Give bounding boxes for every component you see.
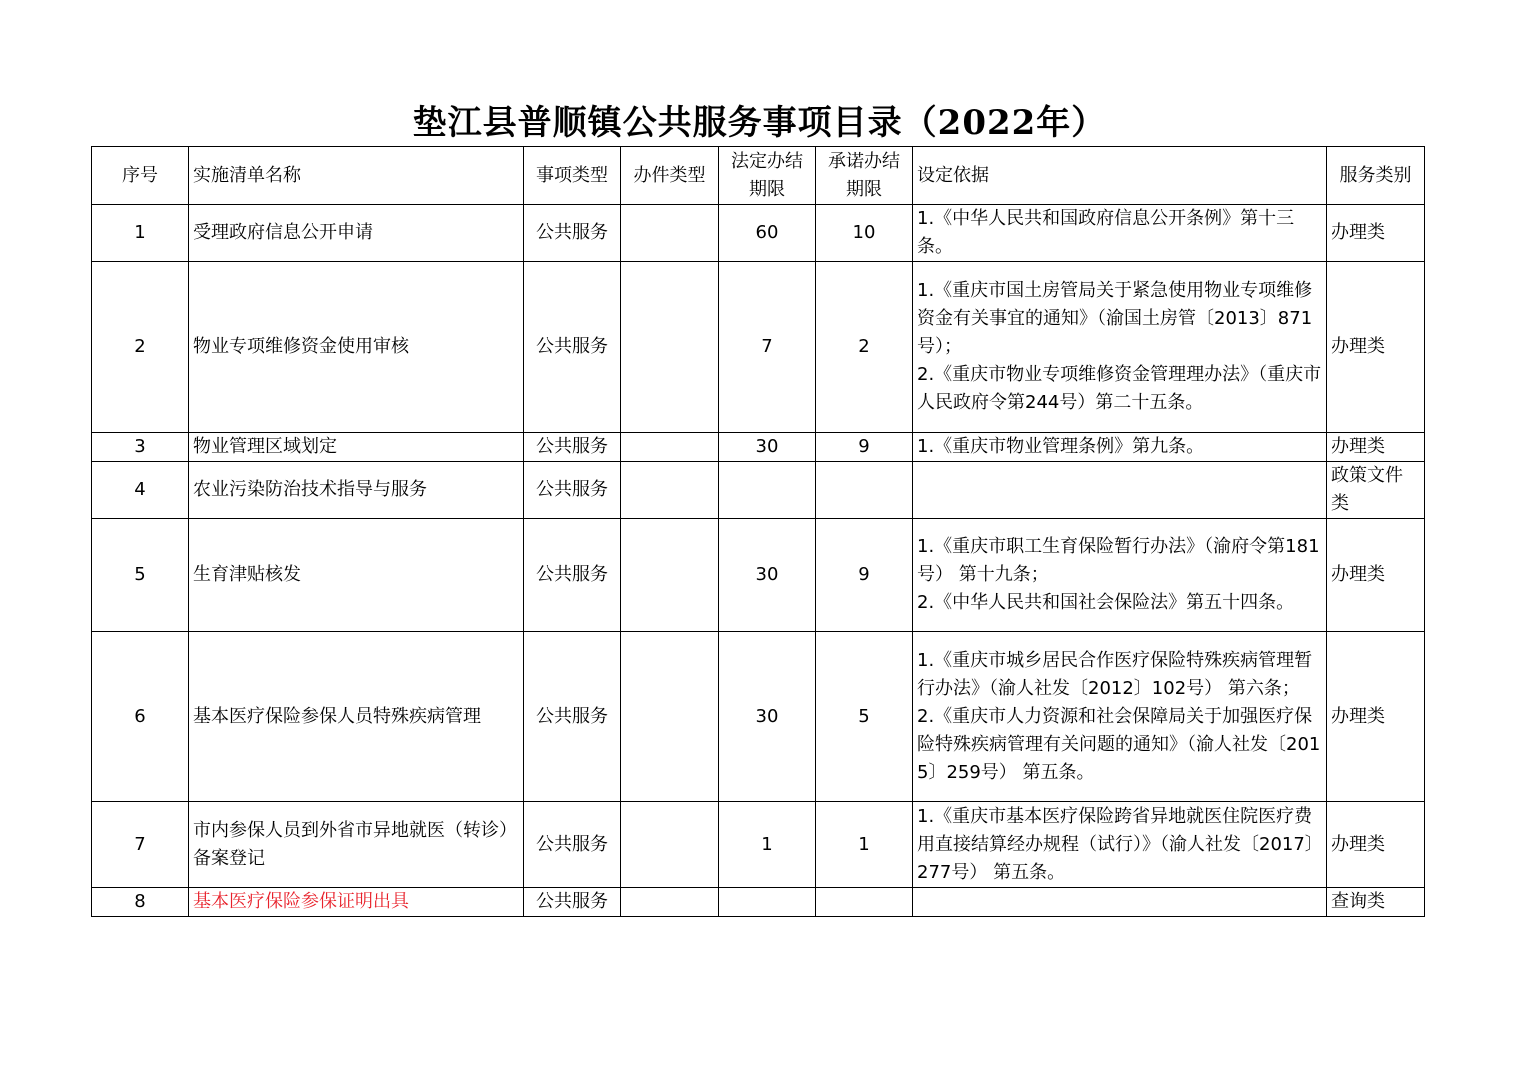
table-row <box>92 205 1425 262</box>
cell-basis: 1.《重庆市城乡居民合作医疗保险特殊疾病管理暂行办法》（渝人社发〔2012〕102号） 第六条； 2.《重庆市人力资源和社会保障局关于加强医疗保险特殊疾病管理有关问题的通知》（渝人社发〔2015〕259号） 第五条。 <box>913 632 1327 802</box>
cell-item-type: 公共服务 <box>524 519 621 632</box>
cell-no: 1 <box>92 205 189 262</box>
cell-legal-limit: 60 <box>719 205 816 262</box>
cell-handle-type <box>621 205 719 262</box>
cell-legal-limit: 30 <box>719 433 816 462</box>
cell-basis: 1.《重庆市物业管理条例》第九条。 <box>913 433 1327 462</box>
cell-handle-type <box>621 462 719 519</box>
cell-name: 农业污染防治技术指导与服务 <box>189 462 524 519</box>
table-row <box>92 632 1425 802</box>
cell-basis: 1.《重庆市职工生育保险暂行办法》（渝府令第181号） 第十九条； 2.《中华人民共和国社会保险法》第五十四条。 <box>913 519 1327 632</box>
cell-name: 受理政府信息公开申请 <box>189 205 524 262</box>
cell-item-type: 公共服务 <box>524 205 621 262</box>
cell-service-category: 办理类 <box>1327 802 1425 888</box>
cell-legal-limit: 7 <box>719 262 816 433</box>
cell-name: 基本医疗保险参保证明出具 <box>189 888 524 917</box>
header-name: 实施清单名称 <box>189 147 524 205</box>
table-header-row <box>92 147 1425 205</box>
cell-no: 4 <box>92 462 189 519</box>
cell-item-type: 公共服务 <box>524 888 621 917</box>
cell-item-type: 公共服务 <box>524 632 621 802</box>
table-row <box>92 462 1425 519</box>
cell-service-category: 办理类 <box>1327 433 1425 462</box>
cell-legal-limit <box>719 888 816 917</box>
cell-handle-type <box>621 632 719 802</box>
document-title: 垫江县普顺镇公共服务事项目录（2022年） <box>412 103 1107 143</box>
cell-item-type: 公共服务 <box>524 802 621 888</box>
cell-name: 物业专项维修资金使用审核 <box>189 262 524 433</box>
cell-service-category: 办理类 <box>1327 205 1425 262</box>
cell-handle-type <box>621 519 719 632</box>
cell-basis: 1.《重庆市国土房管局关于紧急使用物业专项维修资金有关事宜的通知》（渝国土房管〔2013〕871号）； 2.《重庆市物业专项维修资金管理理办法》（重庆市人民政府令第244号）第二十五条。 <box>913 262 1327 433</box>
cell-service-category: 政策文件类 <box>1327 462 1425 519</box>
service-catalog-table <box>91 146 1425 917</box>
cell-no: 5 <box>92 519 189 632</box>
cell-item-type: 公共服务 <box>524 262 621 433</box>
cell-basis: 1.《中华人民共和国政府信息公开条例》第十三条。 <box>913 205 1327 262</box>
cell-name: 物业管理区域划定 <box>189 433 524 462</box>
table-row <box>92 802 1425 888</box>
cell-handle-type <box>621 433 719 462</box>
table-row <box>92 262 1425 433</box>
header-item-type: 事项类型 <box>524 147 621 205</box>
header-service-category: 服务类别 <box>1327 147 1425 205</box>
cell-service-category: 办理类 <box>1327 632 1425 802</box>
cell-legal-limit: 30 <box>719 632 816 802</box>
cell-no: 7 <box>92 802 189 888</box>
cell-handle-type <box>621 802 719 888</box>
cell-service-category: 办理类 <box>1327 519 1425 632</box>
cell-promise-limit <box>816 888 913 917</box>
header-legal-limit: 法定办结期限 <box>719 147 816 205</box>
header-basis: 设定依据 <box>913 147 1327 205</box>
cell-name: 市内参保人员到外省市异地就医（转诊）备案登记 <box>189 802 524 888</box>
cell-no: 2 <box>92 262 189 433</box>
cell-service-category: 办理类 <box>1327 262 1425 433</box>
cell-name: 生育津贴核发 <box>189 519 524 632</box>
cell-name: 基本医疗保险参保人员特殊疾病管理 <box>189 632 524 802</box>
cell-promise-limit: 9 <box>816 433 913 462</box>
cell-no: 8 <box>92 888 189 917</box>
cell-legal-limit: 30 <box>719 519 816 632</box>
header-no: 序号 <box>92 147 189 205</box>
cell-basis <box>913 888 1327 917</box>
cell-item-type: 公共服务 <box>524 433 621 462</box>
table-row <box>92 433 1425 462</box>
cell-handle-type <box>621 262 719 433</box>
cell-service-category: 查询类 <box>1327 888 1425 917</box>
cell-promise-limit: 1 <box>816 802 913 888</box>
header-handle-type: 办件类型 <box>621 147 719 205</box>
cell-promise-limit <box>816 462 913 519</box>
header-promise-limit: 承诺办结期限 <box>816 147 913 205</box>
cell-basis <box>913 462 1327 519</box>
cell-basis: 1.《重庆市基本医疗保险跨省异地就医住院医疗费用直接结算经办规程（试行）》（渝人社发〔2017〕277号） 第五条。 <box>913 802 1327 888</box>
cell-legal-limit <box>719 462 816 519</box>
cell-no: 3 <box>92 433 189 462</box>
cell-promise-limit: 5 <box>816 632 913 802</box>
cell-handle-type <box>621 888 719 917</box>
cell-promise-limit: 2 <box>816 262 913 433</box>
cell-promise-limit: 10 <box>816 205 913 262</box>
cell-no: 6 <box>92 632 189 802</box>
cell-promise-limit: 9 <box>816 519 913 632</box>
table-row <box>92 888 1425 917</box>
cell-legal-limit: 1 <box>719 802 816 888</box>
cell-item-type: 公共服务 <box>524 462 621 519</box>
table-row <box>92 519 1425 632</box>
